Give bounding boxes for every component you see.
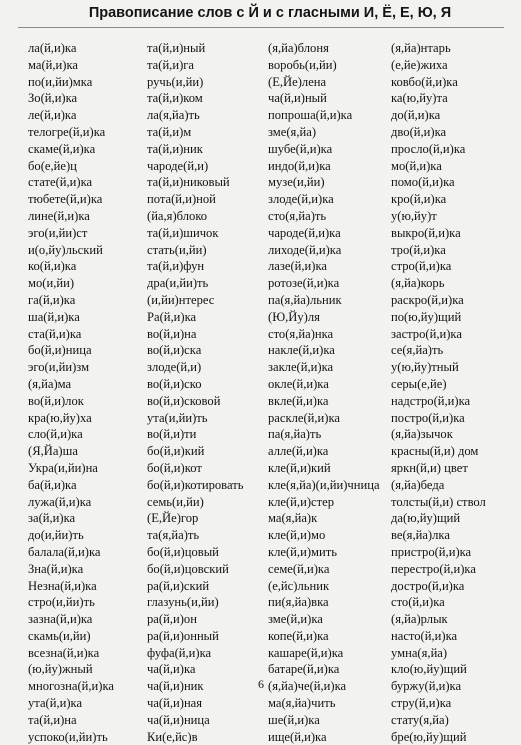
- word-item: у(ю,йу)т: [391, 208, 437, 223]
- word-item: накле(й,и)ка: [268, 343, 335, 358]
- word-item: мо(й,и)ка: [391, 158, 442, 173]
- word-item: умна(я,йа): [391, 645, 448, 660]
- word-item: мо(и,йи): [28, 276, 75, 291]
- word-item: стать(и,йи): [147, 242, 207, 257]
- word-item: глазунь(и,йи): [147, 595, 219, 610]
- word-item: постро(й,и)ка: [391, 410, 465, 425]
- word-item: бре(ю,йу)щий: [391, 729, 467, 744]
- page-title: Правописание слов с Й и с гласными И, Ё, Е, Ю, Я: [88, 5, 452, 21]
- word-item: злоде(й,и)ка: [268, 192, 334, 207]
- word-item: кле(й,и)мить: [268, 544, 337, 559]
- word-column-4: [391, 40, 516, 745]
- page-number: 6: [258, 677, 264, 691]
- word-item: сто(я,йа)ть: [268, 208, 327, 223]
- word-item: се(я,йа)ть: [391, 343, 444, 358]
- word-item: чароде(й,и)ка: [268, 225, 341, 240]
- word-item: ша(й,и)ка: [28, 309, 80, 324]
- word-item: закле(й,и)ка: [268, 360, 334, 375]
- word-item: зме(й,и)ка: [268, 612, 323, 627]
- word-item: та(й,и)на: [28, 712, 77, 727]
- word-item: кра(ю,йу)ха: [28, 410, 92, 425]
- word-item: окле(й,и)ка: [268, 376, 329, 391]
- word-item: кле(я,йа)(и,йи)чница: [268, 477, 380, 492]
- word-item: та(й,и)ком: [147, 91, 203, 106]
- word-item: зме(я,йа): [268, 124, 317, 139]
- word-item: алле(й,и)ка: [268, 444, 329, 459]
- word-item: Ки(е,йс)в: [147, 729, 198, 744]
- word-item: шубе(й,и)ка: [268, 141, 333, 156]
- word-item: Укра(и,йи)на: [28, 460, 98, 475]
- word-item: стру(й,и)ка: [391, 696, 452, 711]
- word-item: выкро(й,и)ка: [391, 225, 461, 240]
- word-item: ка(ю,йу)та: [391, 91, 448, 106]
- word-item: Ра(й,и)ка: [147, 309, 197, 324]
- word-item: до(и,йи)ть: [28, 528, 84, 543]
- word-item: ле(й,и)ка: [28, 108, 77, 123]
- word-item: (я,йа)че(й,и)ка: [268, 679, 347, 694]
- word-column-3: [268, 40, 393, 745]
- word-item: эго(и,йи)ст: [28, 225, 88, 240]
- word-item: сло(й,и)ка: [28, 427, 83, 442]
- word-item: пи(я,йа)вка: [268, 595, 329, 610]
- word-item: раскле(й,и)ка: [268, 410, 341, 425]
- word-item: ра(й,и)ский: [147, 578, 210, 593]
- word-item: бо(й,и)котировать: [147, 477, 244, 492]
- word-item: ла(я,йа)ть: [147, 108, 200, 123]
- word-item: во(й,и)сковой: [147, 393, 221, 408]
- word-item: стате(й,и)ка: [28, 175, 93, 190]
- word-item: за(й,и)ка: [28, 511, 76, 526]
- word-item: (Е,Йе)лена: [268, 74, 327, 89]
- word-item: во(й,и)на: [147, 326, 197, 341]
- word-item: зазна(й,и)ка: [28, 612, 93, 627]
- word-item: ротозе(й,и)ка: [268, 276, 340, 291]
- word-item: (я,йа)зычок: [391, 427, 453, 442]
- word-item: (Я,Йа)ша: [28, 444, 78, 459]
- word-item: кло(ю,йу)щий: [391, 662, 467, 677]
- word-item: ра(й,и)онный: [147, 628, 219, 643]
- word-item: вкле(й,и)ка: [268, 393, 329, 408]
- word-item: раскро(й,и)ка: [391, 292, 464, 307]
- word-item: ста(й,и)ка: [28, 326, 82, 341]
- word-item: дво(й,и)ка: [391, 124, 447, 139]
- word-item: лазе(й,и)ка: [268, 259, 327, 274]
- word-item: скамь(и,йи): [28, 628, 91, 643]
- word-item: семе(й,и)ка: [268, 561, 330, 576]
- word-item: (е,йс)льник: [268, 578, 330, 593]
- word-item: по(и,йи)мка: [28, 74, 93, 89]
- word-item: телогре(й,и)ка: [28, 124, 106, 139]
- word-item: бо(й,и)кот: [147, 460, 202, 475]
- word-item: кле(й,и)мо: [268, 528, 326, 543]
- word-item: (я,йа)нтарь: [391, 41, 451, 55]
- word-item: (Е,Йе)гор: [147, 511, 199, 526]
- word-item: стро(и,йи)ть: [28, 595, 95, 610]
- word-item: (йа,я)блоко: [147, 208, 208, 223]
- word-item: успоко(и,йи)ть: [28, 729, 108, 744]
- word-item: та(й,и)м: [147, 124, 192, 139]
- word-item: (я,йа)рлык: [391, 612, 448, 627]
- word-item: ше(й,и)ка: [268, 712, 320, 727]
- word-item: кро(й,и)ка: [391, 192, 447, 207]
- word-item: (и,йи)нтерес: [147, 292, 215, 307]
- word-item: (е,йе)жиха: [391, 57, 448, 72]
- word-item: буржу(й,и)ка: [391, 679, 462, 694]
- word-item: (я,йа)ма: [28, 376, 72, 391]
- word-item: ута(й,и)ка: [28, 696, 83, 711]
- word-item: стату(я,йа): [391, 712, 449, 727]
- word-item: тро(й,и)ка: [391, 242, 446, 257]
- word-item: бо(й,и)кий: [147, 444, 205, 459]
- word-item: красны(й,и) дом: [391, 444, 479, 459]
- word-item: яркн(й,и) цвет: [391, 460, 468, 475]
- word-item: та(й,и)фун: [147, 259, 205, 274]
- word-item: ище(й,и)ка: [268, 729, 327, 744]
- word-item: музе(и,йи): [268, 175, 325, 190]
- word-item: многозна(й,и)ка: [28, 679, 114, 694]
- word-item: ве(я,йа)лка: [391, 528, 450, 543]
- word-item: ма(я,йа)к: [268, 511, 318, 526]
- word-item: та(й,и)га: [147, 57, 195, 72]
- word-item: ко(й,и)ка: [28, 259, 77, 274]
- word-item: чароде(й,и): [147, 158, 209, 173]
- word-item: стро(й,и)ка: [391, 259, 452, 274]
- word-item: насто(й,и)ка: [391, 628, 458, 643]
- title-divider: [18, 27, 504, 28]
- word-item: бо(е,йе)ц: [28, 158, 77, 173]
- word-item: ба(й,и)ка: [28, 477, 77, 492]
- word-item: тюбете(й,и)ка: [28, 192, 103, 207]
- word-item: всезна(й,и)ка: [28, 645, 100, 660]
- word-item: бо(й,и)цовский: [147, 561, 229, 576]
- word-item: у(ю,йу)тный: [391, 360, 459, 375]
- word-item: (я,йа)блоня: [268, 41, 329, 55]
- word-item: балала(й,и)ка: [28, 544, 101, 559]
- word-column-2: [147, 40, 272, 745]
- word-item: копе(й,и)ка: [268, 628, 329, 643]
- word-item: та(й,и)ный: [147, 41, 206, 55]
- word-item: га(й,и)ка: [28, 292, 76, 307]
- word-item: Зо(й,и)ка: [28, 91, 78, 106]
- word-item: кле(й,и)кий: [268, 460, 331, 475]
- word-column-1: [28, 40, 153, 745]
- word-item: серы(е,йе): [391, 376, 447, 391]
- word-item: кле(й,и)стер: [268, 494, 334, 509]
- word-item: по(ю,йу)щий: [391, 309, 462, 324]
- word-item: попроша(й,и)ка: [268, 108, 353, 123]
- word-item: ла(й,и)ка: [28, 41, 77, 55]
- word-item: ча(й,и)ный: [268, 91, 327, 106]
- word-item: лине(й,и)ка: [28, 208, 90, 223]
- word-item: (ю,йу)жный: [28, 662, 93, 677]
- word-item: (я,йа)беда: [391, 477, 445, 492]
- word-item: скаме(й,и)ка: [28, 141, 96, 156]
- word-item: фуфа(й,и)ка: [147, 645, 212, 660]
- word-item: индо(й,и)ка: [268, 158, 331, 173]
- word-item: батаре(й,и)ка: [268, 662, 340, 677]
- word-item: па(я,йа)льник: [268, 292, 342, 307]
- word-item: пота(й,и)ной: [147, 192, 216, 207]
- word-item: та(й,и)никовый: [147, 175, 230, 190]
- word-item: семь(и,йи): [147, 494, 204, 509]
- word-item: Зна(й,и)ка: [28, 561, 84, 576]
- word-item: застро(й,и)ка: [391, 326, 462, 341]
- word-item: па(я,йа)ть: [268, 427, 322, 442]
- word-item: ча(й,и)ная: [147, 696, 203, 711]
- word-item: воробь(и,йи): [268, 57, 337, 72]
- word-item: ра(й,и)он: [147, 612, 197, 627]
- word-item: до(й,и)ка: [391, 108, 441, 123]
- word-item: Незна(й,и)ка: [28, 578, 97, 593]
- word-item: и(о,йу)льский: [28, 242, 103, 257]
- word-item: ма(й,и)ка: [28, 57, 79, 72]
- word-item: толсты(й,и) ствол: [391, 494, 486, 509]
- word-item: бо(й,и)цовый: [147, 544, 219, 559]
- word-item: во(й,и)ско: [147, 376, 202, 391]
- word-item: кашаре(й,и)ка: [268, 645, 344, 660]
- word-item: ковбо(й,и)ка: [391, 74, 458, 89]
- word-item: пристро(й,и)ка: [391, 544, 472, 559]
- word-item: да(ю,йу)щий: [391, 511, 461, 526]
- word-item: дра(и,йи)ть: [147, 276, 209, 291]
- word-item: та(й,и)шичок: [147, 225, 219, 240]
- word-item: злоде(й,и): [147, 360, 202, 375]
- word-item: лиходе(й,и)ка: [268, 242, 342, 257]
- word-item: перестро(й,и)ка: [391, 561, 476, 576]
- word-item: ча(й,и)ник: [147, 679, 204, 694]
- word-item: (Ю,Йу)ля: [268, 309, 320, 324]
- word-item: бо(й,и)ница: [28, 343, 92, 358]
- word-item: во(й,и)лок: [28, 393, 84, 408]
- word-item: ча(й,и)ница: [147, 712, 210, 727]
- word-item: надстро(й,и)ка: [391, 393, 471, 408]
- word-item: та(я,йа)ть: [147, 528, 200, 543]
- word-item: (я,йа)корь: [391, 276, 445, 291]
- word-item: ма(я,йа)чить: [268, 696, 336, 711]
- word-item: просло(й,и)ка: [391, 141, 466, 156]
- word-item: ута(и,йи)ть: [147, 410, 208, 425]
- word-item: сто(я,йа)нка: [268, 326, 334, 341]
- word-item: во(й,и)ти: [147, 427, 197, 442]
- word-item: та(й,и)ник: [147, 141, 203, 156]
- word-item: эго(и,йи)зм: [28, 360, 90, 375]
- word-item: во(й,и)ска: [147, 343, 202, 358]
- word-item: помо(й,и)ка: [391, 175, 455, 190]
- word-item: ча(й,и)ка: [147, 662, 196, 677]
- word-item: достро(й,и)ка: [391, 578, 465, 593]
- word-item: ручь(и,йи): [147, 74, 204, 89]
- word-item: сто(й,и)ка: [391, 595, 445, 610]
- word-item: лужа(й,и)ка: [28, 494, 92, 509]
